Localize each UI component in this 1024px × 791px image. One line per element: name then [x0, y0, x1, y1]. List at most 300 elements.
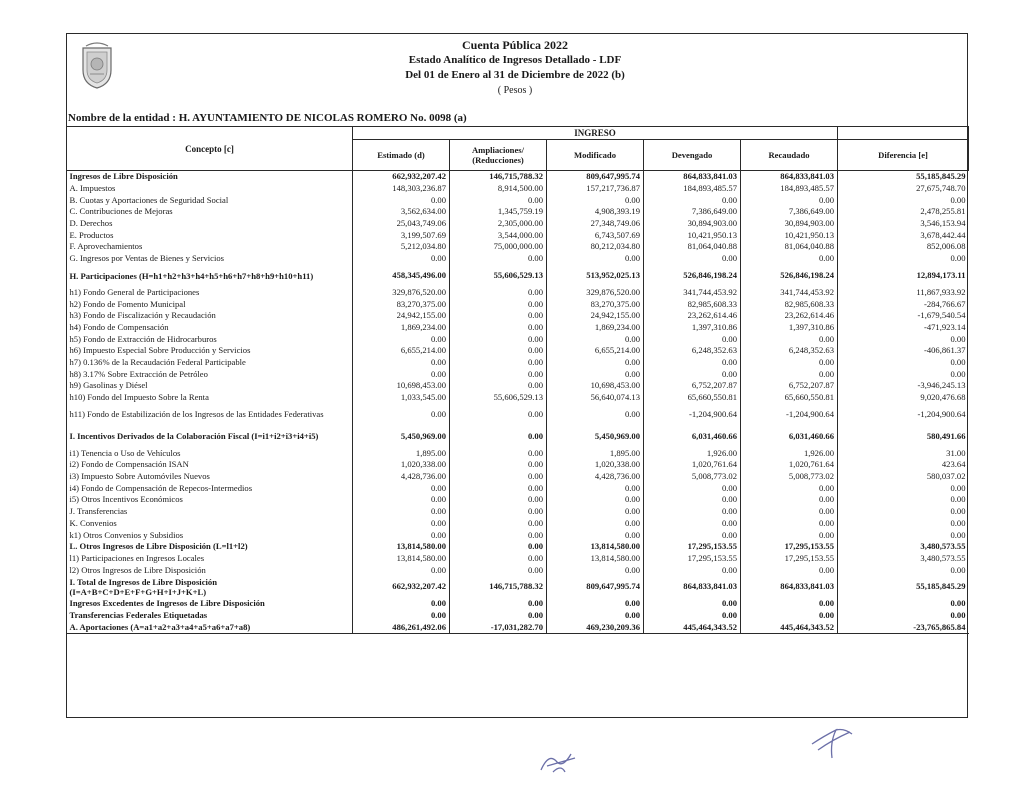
value-cell: 0.00: [644, 598, 741, 610]
concept-cell: i2) Fondo de Compensación ISAN: [69, 459, 189, 470]
value-cell: 1,020,761.64: [644, 459, 741, 471]
table-row: [67, 218, 969, 230]
value-cell: 0.00: [838, 598, 969, 610]
value-cell: 0.00: [450, 506, 547, 518]
table-row: [67, 206, 969, 218]
value-cell: 5,450,969.00: [547, 425, 644, 447]
value-cell: 864,833,841.03: [644, 171, 741, 183]
table-row: [67, 459, 969, 471]
value-cell: 0.00: [450, 403, 547, 425]
value-cell: 0.00: [450, 518, 547, 530]
value-cell: 6,743,507.69: [547, 229, 644, 241]
table-row: [67, 529, 969, 541]
table-body: [67, 171, 969, 634]
table-row: [67, 265, 969, 287]
concept-cell: h3) Fondo de Fiscalización y Recaudación: [69, 310, 216, 321]
value-cell: -17,031,282.70: [450, 621, 547, 633]
value-cell: 0.00: [450, 287, 547, 299]
value-cell: 341,744,453.92: [741, 287, 838, 299]
value-cell: 184,893,485.57: [644, 183, 741, 195]
column-header-ampliaciones: Ampliaciones/ (Reducciones): [450, 140, 547, 171]
value-cell: 55,185,845.29: [838, 576, 969, 598]
value-cell: 526,846,198.24: [741, 265, 838, 287]
value-cell: 17,295,153.55: [741, 541, 838, 553]
column-header-ingreso: INGRESO: [353, 127, 838, 140]
table-row: [67, 357, 969, 369]
value-cell: 0.00: [838, 529, 969, 541]
value-cell: 662,932,207.42: [353, 576, 450, 598]
value-cell: 0.00: [353, 529, 450, 541]
table-row: [67, 171, 969, 183]
value-cell: -471,923.14: [838, 322, 969, 334]
column-header-concepto: Concepto [c]: [67, 127, 353, 171]
value-cell: 809,647,995.74: [547, 171, 644, 183]
entity-name: Nombre de la entidad : H. AYUNTAMIENTO DE NICOLAS ROMERO No. 0098 (a): [68, 112, 467, 124]
value-cell: 0.00: [741, 610, 838, 622]
value-cell: -406,861.37: [838, 345, 969, 357]
concept-cell: h2) Fondo de Fomento Municipal: [69, 298, 186, 309]
value-cell: 0.00: [838, 518, 969, 530]
value-cell: 0.00: [547, 333, 644, 345]
concept-cell: h9) Gasolinas y Diésel: [69, 380, 148, 391]
table-row: [67, 194, 969, 206]
value-cell: 25,043,749.06: [353, 218, 450, 230]
value-cell: 10,421,950.13: [741, 229, 838, 241]
value-cell: 4,908,393.19: [547, 206, 644, 218]
value-cell: 0.00: [838, 368, 969, 380]
value-cell: 0.00: [450, 368, 547, 380]
concept-cell: Ingresos de Libre Disposición: [67, 171, 353, 183]
table-row: [67, 229, 969, 241]
value-cell: 6,031,460.66: [741, 425, 838, 447]
value-cell: 5,008,773.02: [741, 471, 838, 483]
value-cell: 4,428,736.00: [547, 471, 644, 483]
value-cell: 56,640,074.13: [547, 392, 644, 404]
value-cell: 0.00: [353, 357, 450, 369]
value-cell: 0.00: [547, 494, 644, 506]
value-cell: 0.00: [547, 598, 644, 610]
value-cell: 0.00: [741, 357, 838, 369]
value-cell: 809,647,995.74: [547, 576, 644, 598]
value-cell: 0.00: [644, 610, 741, 622]
table-row: [67, 310, 969, 322]
table-row: [67, 598, 969, 610]
value-cell: 0.00: [450, 380, 547, 392]
value-cell: 0.00: [838, 333, 969, 345]
value-cell: 0.00: [547, 506, 644, 518]
municipal-seal-icon: [78, 40, 116, 90]
concept-cell: L. Otros Ingresos de Libre Disposición (L=l1+l2): [69, 541, 248, 552]
table-row: [67, 482, 969, 494]
value-cell: 1,397,310.86: [741, 322, 838, 334]
value-cell: 3,546,153.94: [838, 218, 969, 230]
concept-cell: k1) Otros Convenios y Subsidios: [69, 529, 184, 540]
value-cell: 55,606,529.13: [450, 392, 547, 404]
concept-cell: i3) Impuesto Sobre Automóviles Nuevos: [69, 471, 210, 482]
value-cell: 0.00: [644, 368, 741, 380]
value-cell: 329,876,520.00: [547, 287, 644, 299]
value-cell: 1,345,759.19: [450, 206, 547, 218]
value-cell: -1,679,540.54: [838, 310, 969, 322]
value-cell: 148,303,236.87: [353, 183, 450, 195]
value-cell: 1,033,545.00: [353, 392, 450, 404]
table-row: [67, 183, 969, 195]
value-cell: 0.00: [547, 357, 644, 369]
concept-cell: h5) Fondo de Extracción de Hidrocarburos: [69, 333, 217, 344]
value-cell: 3,544,000.00: [450, 229, 547, 241]
table-row: [67, 253, 969, 265]
value-cell: -23,765,865.84: [838, 621, 969, 633]
value-cell: 17,295,153.55: [741, 553, 838, 565]
value-cell: 0.00: [741, 506, 838, 518]
value-cell: 23,262,614.46: [644, 310, 741, 322]
concept-cell: B. Cuotas y Aportaciones de Seguridad Social: [69, 194, 229, 205]
value-cell: 0.00: [547, 518, 644, 530]
value-cell: 469,230,209.36: [547, 621, 644, 633]
value-cell: 8,914,500.00: [450, 183, 547, 195]
concept-cell: h11) Fondo de Estabilización de los Ingresos de las Entidades Federativas: [69, 409, 324, 420]
report-header: [300, 38, 730, 98]
value-cell: 31.00: [838, 447, 969, 459]
value-cell: 580,037.02: [838, 471, 969, 483]
income-table: [66, 126, 969, 634]
value-cell: 0.00: [547, 253, 644, 265]
value-cell: 146,715,788.32: [450, 576, 547, 598]
concept-cell: Transferencias Federales Etiquetadas: [69, 609, 208, 620]
value-cell: 423.64: [838, 459, 969, 471]
concept-cell: l1) Participaciones en Ingresos Locales: [69, 552, 205, 563]
value-cell: 0.00: [741, 482, 838, 494]
column-header-devengado: Devengado: [644, 140, 741, 171]
value-cell: 0.00: [353, 518, 450, 530]
value-cell: 0.00: [353, 194, 450, 206]
value-cell: 0.00: [838, 610, 969, 622]
value-cell: 0.00: [741, 564, 838, 576]
value-cell: 10,421,950.13: [644, 229, 741, 241]
value-cell: 0.00: [353, 333, 450, 345]
value-cell: 0.00: [741, 494, 838, 506]
value-cell: 580,491.66: [838, 425, 969, 447]
value-cell: -3,946,245.13: [838, 380, 969, 392]
column-header-blank: [838, 127, 969, 140]
value-cell: 82,985,608.33: [741, 298, 838, 310]
value-cell: 81,064,040.88: [644, 241, 741, 253]
value-cell: -1,204,900.64: [644, 403, 741, 425]
value-cell: 864,833,841.03: [741, 171, 838, 183]
value-cell: 1,020,338.00: [547, 459, 644, 471]
value-cell: 82,985,608.33: [644, 298, 741, 310]
value-cell: 17,295,153.55: [644, 541, 741, 553]
value-cell: 11,867,933.92: [838, 287, 969, 299]
concept-cell: i4) Fondo de Compensación de Repecos-Intermedios: [69, 482, 253, 493]
value-cell: 662,932,207.42: [353, 171, 450, 183]
concept-cell: H. Participaciones (H=h1+h2+h3+h4+h5+h6+h7+h8+h9+h10+h11): [69, 270, 314, 281]
value-cell: 0.00: [838, 494, 969, 506]
value-cell: 27,348,749.06: [547, 218, 644, 230]
table-row: [67, 610, 969, 622]
value-cell: 6,248,352.63: [644, 345, 741, 357]
table-row: [67, 298, 969, 310]
value-cell: 0.00: [644, 357, 741, 369]
value-cell: 0.00: [450, 482, 547, 494]
value-cell: 0.00: [353, 494, 450, 506]
value-cell: 6,752,207.87: [741, 380, 838, 392]
value-cell: 3,480,573.55: [838, 553, 969, 565]
table-row: [67, 576, 969, 598]
value-cell: 0.00: [450, 298, 547, 310]
value-cell: 23,262,614.46: [741, 310, 838, 322]
table-row: [67, 403, 969, 425]
value-cell: 65,660,550.81: [741, 392, 838, 404]
value-cell: 75,000,000.00: [450, 241, 547, 253]
value-cell: 9,020,476.68: [838, 392, 969, 404]
value-cell: -1,204,900.64: [838, 403, 969, 425]
value-cell: 24,942,155.00: [547, 310, 644, 322]
value-cell: 0.00: [741, 518, 838, 530]
value-cell: 0.00: [644, 253, 741, 265]
concept-cell: h8) 3.17% Sobre Extracción de Petróleo: [69, 368, 208, 379]
value-cell: 24,942,155.00: [353, 310, 450, 322]
value-cell: 486,261,492.06: [353, 621, 450, 633]
value-cell: 0.00: [450, 425, 547, 447]
value-cell: 7,386,649.00: [741, 206, 838, 218]
column-header-estimado: Estimado (d): [353, 140, 450, 171]
value-cell: 0.00: [450, 610, 547, 622]
concept-cell: A. Aportaciones (A=a1+a2+a3+a4+a5+a6+a7+a8): [67, 621, 353, 633]
value-cell: 0.00: [644, 506, 741, 518]
value-cell: 0.00: [741, 333, 838, 345]
value-cell: 184,893,485.57: [741, 183, 838, 195]
concept-cell: C. Contribuciones de Mejoras: [69, 206, 173, 217]
value-cell: 0.00: [353, 506, 450, 518]
concept-cell: h7) 0.136% de la Recaudación Federal Participable: [69, 356, 246, 367]
value-cell: 1,020,761.64: [741, 459, 838, 471]
value-cell: 30,894,903.00: [741, 218, 838, 230]
value-cell: 3,480,573.55: [838, 541, 969, 553]
value-cell: 83,270,375.00: [353, 298, 450, 310]
value-cell: 1,895.00: [547, 447, 644, 459]
value-cell: 0.00: [450, 447, 547, 459]
value-cell: 6,031,460.66: [644, 425, 741, 447]
value-cell: 864,833,841.03: [741, 576, 838, 598]
value-cell: 157,217,736.87: [547, 183, 644, 195]
table-row: [67, 518, 969, 530]
value-cell: 65,660,550.81: [644, 392, 741, 404]
value-cell: 0.00: [353, 253, 450, 265]
value-cell: 17,295,153.55: [644, 553, 741, 565]
concept-cell: i5) Otros Incentivos Económicos: [69, 494, 183, 505]
value-cell: 513,952,025.13: [547, 265, 644, 287]
value-cell: 0.00: [644, 518, 741, 530]
value-cell: 1,869,234.00: [353, 322, 450, 334]
value-cell: 0.00: [741, 368, 838, 380]
table-row: [67, 322, 969, 334]
value-cell: 2,478,255.81: [838, 206, 969, 218]
value-cell: 0.00: [353, 564, 450, 576]
value-cell: 0.00: [450, 310, 547, 322]
value-cell: 30,894,903.00: [644, 218, 741, 230]
value-cell: 341,744,453.92: [644, 287, 741, 299]
concept-cell: h4) Fondo de Compensación: [69, 321, 169, 332]
value-cell: 1,895.00: [353, 447, 450, 459]
table-row: [67, 541, 969, 553]
value-cell: -1,204,900.64: [741, 403, 838, 425]
value-cell: 0.00: [450, 194, 547, 206]
table-row: [67, 368, 969, 380]
report-unit: ( Pesos ): [497, 85, 533, 96]
value-cell: 0.00: [547, 529, 644, 541]
value-cell: 80,212,034.80: [547, 241, 644, 253]
value-cell: 3,199,507.69: [353, 229, 450, 241]
value-cell: 0.00: [644, 564, 741, 576]
value-cell: 0.00: [547, 610, 644, 622]
table-row: [67, 494, 969, 506]
value-cell: 445,464,343.52: [644, 621, 741, 633]
concept-cell: E. Productos: [69, 229, 114, 240]
value-cell: 0.00: [547, 368, 644, 380]
table-row: [67, 392, 969, 404]
value-cell: 6,655,214.00: [353, 345, 450, 357]
value-cell: 1,869,234.00: [547, 322, 644, 334]
concept-cell: h1) Fondo General de Participaciones: [69, 286, 200, 297]
value-cell: 0.00: [838, 506, 969, 518]
value-cell: 0.00: [353, 403, 450, 425]
value-cell: 0.00: [547, 194, 644, 206]
column-header-diferencia: Diferencia [e]: [838, 140, 969, 171]
value-cell: 1,926.00: [644, 447, 741, 459]
concept-cell: i1) Tenencia o Uso de Vehículos: [69, 447, 181, 458]
value-cell: 0.00: [644, 482, 741, 494]
table-row: [67, 380, 969, 392]
table-row: [67, 241, 969, 253]
value-cell: 10,698,453.00: [547, 380, 644, 392]
concept-cell: l2) Otros Ingresos de Libre Disposición: [69, 564, 206, 575]
value-cell: 0.00: [450, 553, 547, 565]
value-cell: 55,185,845.29: [838, 171, 969, 183]
value-cell: 0.00: [353, 482, 450, 494]
value-cell: 12,894,173.11: [838, 265, 969, 287]
value-cell: 852,006.08: [838, 241, 969, 253]
value-cell: 0.00: [547, 482, 644, 494]
value-cell: 0.00: [644, 529, 741, 541]
value-cell: 0.00: [838, 253, 969, 265]
value-cell: 6,248,352.63: [741, 345, 838, 357]
value-cell: 0.00: [741, 194, 838, 206]
column-header-modificado: Modificado: [547, 140, 644, 171]
value-cell: 1,020,338.00: [353, 459, 450, 471]
report-title: Cuenta Pública 2022: [461, 38, 568, 52]
value-cell: 0.00: [450, 333, 547, 345]
table-row: [67, 425, 969, 447]
value-cell: 0.00: [450, 598, 547, 610]
value-cell: 0.00: [353, 610, 450, 622]
concept-cell: h10) Fondo del Impuesto Sobre la Renta: [69, 392, 209, 403]
value-cell: 83,270,375.00: [547, 298, 644, 310]
table-row: [67, 333, 969, 345]
concept-cell: F. Aprovechamientos: [69, 241, 143, 252]
value-cell: 526,846,198.24: [644, 265, 741, 287]
concept-cell: I. Incentivos Derivados de la Colaboración Fiscal (I=i1+i2+i3+i4+i5): [69, 431, 319, 442]
value-cell: 0.00: [450, 494, 547, 506]
value-cell: 0.00: [741, 529, 838, 541]
table-row: [67, 345, 969, 357]
table-row: [67, 506, 969, 518]
concept-cell: A. Impuestos: [69, 183, 116, 194]
value-cell: 13,814,580.00: [353, 553, 450, 565]
value-cell: 0.00: [547, 403, 644, 425]
value-cell: 146,715,788.32: [450, 171, 547, 183]
value-cell: 1,397,310.86: [644, 322, 741, 334]
value-cell: 6,655,214.00: [547, 345, 644, 357]
concept-cell: K. Convenios: [69, 517, 117, 528]
value-cell: 10,698,453.00: [353, 380, 450, 392]
value-cell: 7,386,649.00: [644, 206, 741, 218]
concept-cell: D. Derechos: [69, 218, 113, 229]
table-row: [67, 471, 969, 483]
value-cell: 13,814,580.00: [547, 541, 644, 553]
value-cell: 4,428,736.00: [353, 471, 450, 483]
value-cell: 0.00: [450, 471, 547, 483]
value-cell: 0.00: [644, 333, 741, 345]
concept-cell: h6) Impuesto Especial Sobre Producción y Servicios: [69, 345, 251, 356]
value-cell: 0.00: [450, 357, 547, 369]
table-row: [67, 564, 969, 576]
table-row: [67, 621, 969, 633]
table-row: [67, 553, 969, 565]
value-cell: 0.00: [450, 529, 547, 541]
concept-cell: G. Ingresos por Ventas de Bienes y Servicios: [69, 253, 225, 264]
value-cell: 81,064,040.88: [741, 241, 838, 253]
value-cell: 13,814,580.00: [547, 553, 644, 565]
value-cell: 0.00: [450, 541, 547, 553]
value-cell: 0.00: [838, 357, 969, 369]
value-cell: 0.00: [838, 564, 969, 576]
value-cell: -284,766.67: [838, 298, 969, 310]
concept-cell: J. Transferencias: [69, 506, 128, 517]
value-cell: 0.00: [644, 194, 741, 206]
value-cell: 55,606,529.13: [450, 265, 547, 287]
value-cell: 0.00: [741, 253, 838, 265]
value-cell: 0.00: [547, 564, 644, 576]
value-cell: 6,752,207.87: [644, 380, 741, 392]
value-cell: 2,305,000.00: [450, 218, 547, 230]
value-cell: 0.00: [353, 598, 450, 610]
value-cell: 5,008,773.02: [644, 471, 741, 483]
value-cell: 0.00: [450, 459, 547, 471]
value-cell: 1,926.00: [741, 447, 838, 459]
report-period: Del 01 de Enero al 31 de Diciembre de 2022 (b): [405, 69, 625, 81]
value-cell: 0.00: [450, 564, 547, 576]
value-cell: 0.00: [838, 482, 969, 494]
value-cell: 5,450,969.00: [353, 425, 450, 447]
column-header-recaudado: Recaudado: [741, 140, 838, 171]
value-cell: 0.00: [838, 194, 969, 206]
signature-left: [535, 742, 585, 778]
value-cell: 27,675,748.70: [838, 183, 969, 195]
value-cell: 0.00: [741, 598, 838, 610]
concept-cell: I. Total de Ingresos de Libre Disposición (I=A+B+C+D+E+F+G+H+I+J+K+L): [69, 576, 217, 597]
value-cell: 0.00: [450, 322, 547, 334]
value-cell: 864,833,841.03: [644, 576, 741, 598]
value-cell: 3,678,442.44: [838, 229, 969, 241]
signature-right: [806, 722, 858, 764]
value-cell: 0.00: [644, 494, 741, 506]
concept-cell: Ingresos Excedentes de Ingresos de Libre Disposición: [69, 598, 265, 609]
value-cell: 0.00: [353, 368, 450, 380]
value-cell: 329,876,520.00: [353, 287, 450, 299]
value-cell: 13,814,580.00: [353, 541, 450, 553]
table-row: [67, 287, 969, 299]
